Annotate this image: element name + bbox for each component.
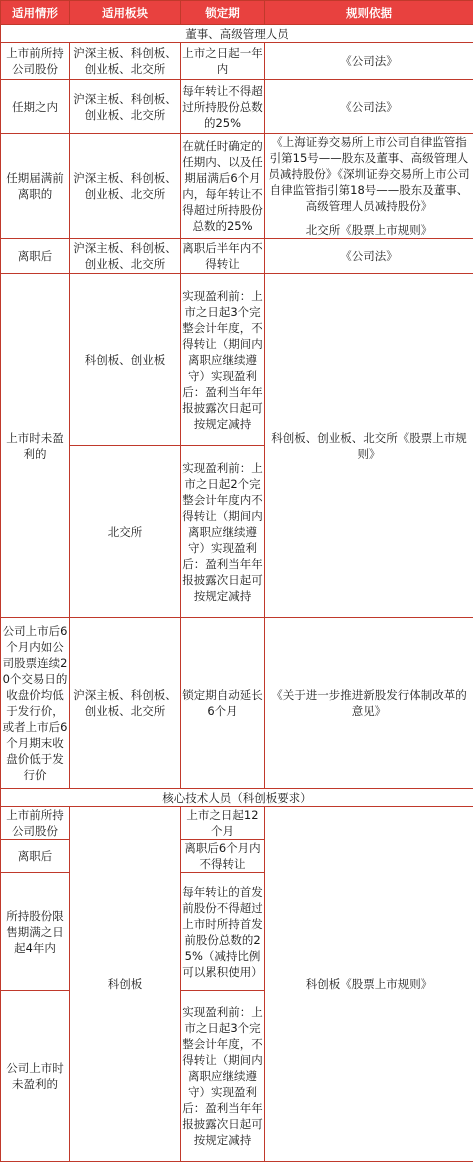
cell-situation: 任期之内 — [1, 80, 70, 134]
table-row — [1, 43, 473, 80]
header-row — [1, 1, 473, 25]
table-row — [1, 274, 473, 446]
cell-situation: 离职后 — [1, 239, 70, 274]
cell-board: 科创板 — [70, 807, 181, 1162]
cell-situation: 公司上市后6个月内如公司股票连续20个交易日的收盘价均低于发行价，或者上市后6个月期末收盘价低于发行价 — [1, 618, 70, 789]
cell-lockup: 实现盈利前：上市之日起2个完整会计年度内不得转让（期间内离职应继续遵守）实现盈利后：盈利当年年报披露次日起可按规定减持 — [181, 446, 265, 618]
cell-basis: 《公司法》 — [265, 43, 473, 80]
cell-basis — [265, 134, 473, 239]
cell-situation: 公司上市时未盈利的 — [1, 991, 70, 1162]
cell-lockup: 每年转让不得超过所持股份总数的25% — [181, 80, 265, 134]
cell-situation: 上市前所持公司股份 — [1, 807, 70, 840]
cell-lockup: 每年转让的首发前股份不得超过上市时所持首发前股份总数的25%（减持比例可以累积使用） — [181, 873, 265, 991]
header-lockup: 锁定期 — [181, 1, 265, 25]
table-row — [1, 807, 473, 840]
cell-lockup: 离职后半年内不得转让 — [181, 239, 265, 274]
table-row — [1, 239, 473, 274]
cell-lockup: 在就任时确定的任期内、以及任期届满后6个月内，每年转让不得超过所持股份总数的25% — [181, 134, 265, 239]
cell-basis: 科创板《股票上市规则》 — [265, 807, 473, 1162]
cell-lockup: 实现盈利前：上市之日起3个完整会计年度，不得转让（期间内离职应继续遵守）实现盈利后：盈利当年年报披露次日起可按规定减持 — [181, 991, 265, 1162]
basis-text-2: 北交所《股票上市规则》 — [305, 223, 433, 237]
cell-board: 沪深主板、科创板、创业板、北交所 — [70, 43, 181, 80]
header-basis: 规则依据 — [265, 1, 473, 25]
cell-basis: 《关于进一步推进新股发行体制改革的意见》 — [265, 618, 473, 789]
cell-basis: 《公司法》 — [265, 80, 473, 134]
cell-situation: 上市前所持公司股份 — [1, 43, 70, 80]
cell-lockup: 上市之日起12个月 — [181, 807, 265, 840]
cell-board: 沪深主板、科创板、创业板、北交所 — [70, 80, 181, 134]
cell-board: 北交所 — [70, 446, 181, 618]
cell-board: 沪深主板、科创板、创业板、北交所 — [70, 134, 181, 239]
cell-basis: 科创板、创业板、北交所《股票上市规则》 — [265, 274, 473, 618]
cell-basis: 《公司法》 — [265, 239, 473, 274]
cell-lockup: 锁定期自动延长6个月 — [181, 618, 265, 789]
header-situation: 适用情形 — [1, 1, 70, 25]
cell-situation: 离职后 — [1, 840, 70, 873]
cell-lockup: 上市之日起一年内 — [181, 43, 265, 80]
basis-text: 《上海证券交易所上市公司自律监管指引第15号——股东及董事、高级管理人员减持股份》《深圳证券交易所上市公司自律监管指引第18号——股东及董事、高级管理人员减持股份》 — [268, 135, 470, 213]
section-row-core-tech — [1, 789, 473, 807]
table-row — [1, 618, 473, 789]
cell-board: 科创板、创业板 — [70, 274, 181, 446]
table-row — [1, 80, 473, 134]
cell-situation: 任期届满前离职的 — [1, 134, 70, 239]
header-board: 适用板块 — [70, 1, 181, 25]
section-row-directors — [1, 25, 473, 43]
cell-situation: 上市时未盈利的 — [1, 274, 70, 618]
section-title-directors: 董事、高级管理人员 — [1, 25, 473, 43]
section-title-core-tech: 核心技术人员（科创板要求） — [1, 789, 473, 807]
cell-lockup: 离职后6个月内不得转让 — [181, 840, 265, 873]
cell-lockup: 实现盈利前：上市之日起3个完整会计年度，不得转让（期间内离职应继续遵守）实现盈利后：盈利当年年报披露次日起可按规定减持 — [181, 274, 265, 446]
cell-board: 沪深主板、科创板、创业板、北交所 — [70, 618, 181, 789]
cell-board: 沪深主板、科创板、创业板、北交所 — [70, 239, 181, 274]
cell-situation: 所持股份限售期满之日起4年内 — [1, 873, 70, 991]
table-row — [1, 134, 473, 239]
